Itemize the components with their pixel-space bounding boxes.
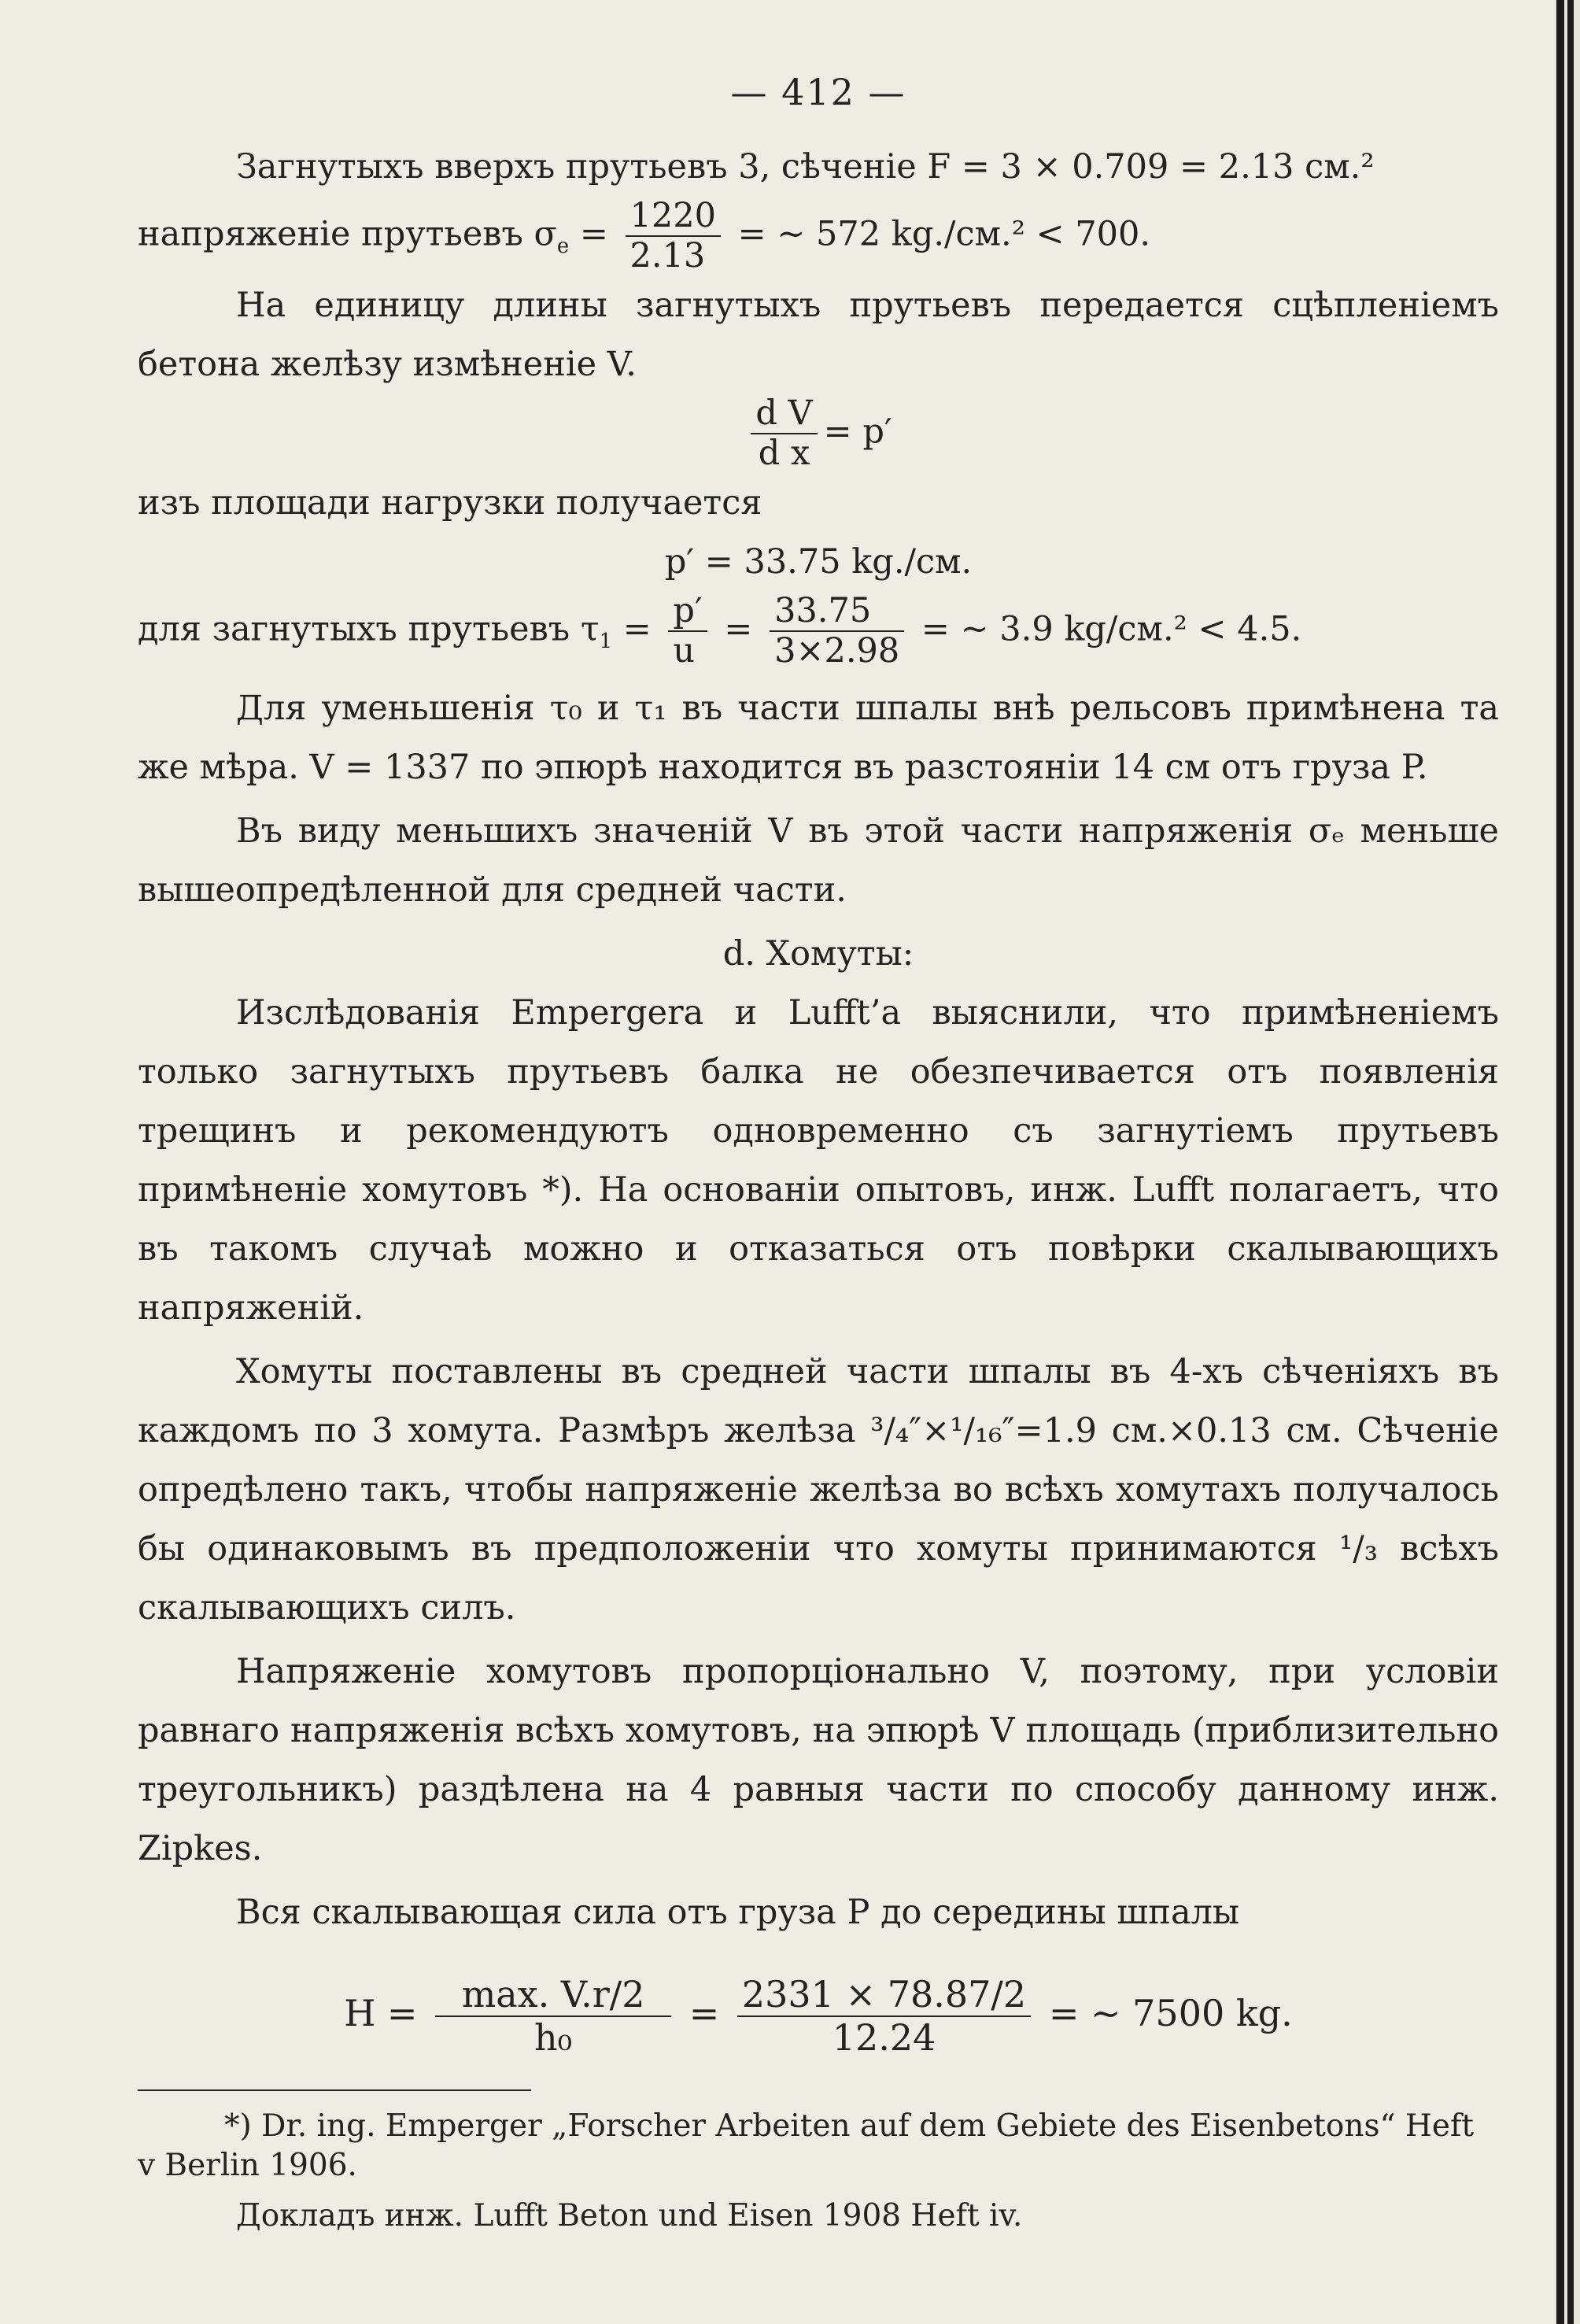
shear-formula-line <box>138 592 1499 671</box>
page-number: — 412 — <box>730 71 906 113</box>
footnotes <box>138 2107 1499 2236</box>
paragraph: Вся скалывающая сила отъ груза P до середины шпалы <box>236 1892 1240 1932</box>
formula-equals: = <box>569 214 619 254</box>
fraction <box>751 394 817 474</box>
page-edge <box>1556 0 1564 2324</box>
fraction <box>626 197 721 276</box>
fraction-denominator: h₀ <box>435 2015 671 2059</box>
formula-suffix: = ~ 572 kg./см.² < 700. <box>726 214 1151 254</box>
fraction-numerator: 1220 <box>629 196 716 235</box>
paragraph: Изслѣдованія Empergerа и Lufft’а выяснили, что примѣненіемъ только загнутыхъ прутьевъ балка не обезпечивается отъ появленія трещинъ и рекомендуютъ одновременно съ загнутіемъ прутьевъ примѣненіе хомутовъ *). На основаніи опытовъ, инж. Lufft полагаетъ, что въ такомъ случаѣ можно и отказаться отъ повѣрки скалывающихъ напряженій. <box>138 992 1499 1328</box>
formula-prefix: напряженіе прутьевъ σ <box>138 214 557 254</box>
footnote-divider <box>138 2089 531 2091</box>
load-formula: p′ = 33.75 kg./см. <box>664 541 973 582</box>
page-edge <box>1567 0 1574 2324</box>
formula-equals: = <box>713 609 764 649</box>
fraction-numerator: 2331 × 78.87/2 <box>741 1972 1027 2015</box>
paragraph: Хомуты поставлены въ средней части шпалы въ 4-хъ сѣченіяхъ въ каждомъ по 3 хомута. Размѣръ желѣза ³/₄″×¹/₁₆″=1.9 см.×0.13 см. Сѣченіе опредѣлено такъ, чтобы напряженіе желѣза во всѣхъ хомутахъ получалось бы одинаковымъ въ предположеніи что хомуты принимаются ¹/₃ всѣхъ скалывающихъ силъ. <box>138 1351 1499 1628</box>
fraction-numerator: d V <box>755 393 813 433</box>
fraction-denominator: u <box>668 630 707 671</box>
fraction-denominator: 3×2.98 <box>770 630 904 671</box>
fraction-denominator: 2.13 <box>626 235 721 275</box>
fraction-numerator: 33.75 <box>774 590 872 630</box>
total-shear-formula <box>138 1974 1499 2059</box>
footnote: Докладъ инж. Lufft Beton und Eisen 1908 Heft iv. <box>236 2198 1023 2234</box>
dvdx-formula <box>138 394 1499 474</box>
fraction <box>737 1974 1031 2059</box>
formula-rhs: = ~ 7500 kg. <box>1048 1991 1293 2034</box>
stress-formula-line <box>138 197 1499 276</box>
footnote: *) Dr. ing. Emperger „Forscher Arbeiten auf dem Gebiete des Eisenbetons“ Heft v Berlin 1906. <box>138 2108 1475 2184</box>
formula-equals: = <box>612 609 663 649</box>
fraction-denominator: d x <box>751 433 817 473</box>
paragraph: Для уменьшенія τ₀ и τ₁ въ части шпалы внѣ рельсовъ примѣнена та же мѣра. V = 1337 по эпюрѣ находится въ разстояніи 14 см отъ груза P. <box>138 688 1499 787</box>
section-heading: d. Хомуты: <box>722 933 914 974</box>
fraction-numerator: p′ <box>673 590 703 630</box>
paragraph: Въ виду меньшихъ значеній V въ этой части напряженія σₑ меньше вышеопредѣленной для средней части. <box>138 811 1499 910</box>
formula-lhs: H = <box>344 1991 418 2034</box>
fraction-numerator: max. V.r/2 <box>461 1972 645 2015</box>
page-content <box>138 63 1499 2236</box>
text-line: изъ площади нагрузки получается <box>138 482 762 523</box>
fraction <box>435 1974 671 2059</box>
formula-subscript: e <box>556 235 570 259</box>
formula-suffix: = ~ 3.9 kg/см.² < 4.5. <box>910 609 1302 649</box>
paragraph: Напряженіе хомутовъ пропорціонально V, поэтому, при условіи равнаго напряженія всѣхъ хомутовъ, на эпюрѣ V площадь (приблизительно треугольникъ) раздѣлена на 4 равныя части по способу данному инж. Zipkes. <box>138 1651 1499 1868</box>
fraction <box>770 592 904 671</box>
text-line: Загнутыхъ вверхъ прутьевъ 3, сѣченіе F = 3 × 0.709 = 2.13 см.² <box>236 147 1375 187</box>
fraction <box>668 592 707 671</box>
paragraph: На единицу длины загнутыхъ прутьевъ передается сцѣпленіемъ бетона желѣзу измѣненіе V. <box>138 285 1499 384</box>
fraction-denominator: 12.24 <box>737 2015 1031 2059</box>
formula-subscript: 1 <box>599 629 613 653</box>
formula-prefix: для загнутыхъ прутьевъ τ <box>138 609 600 649</box>
formula-rhs: = p′ <box>823 412 892 452</box>
formula-equals: = <box>688 1991 720 2034</box>
